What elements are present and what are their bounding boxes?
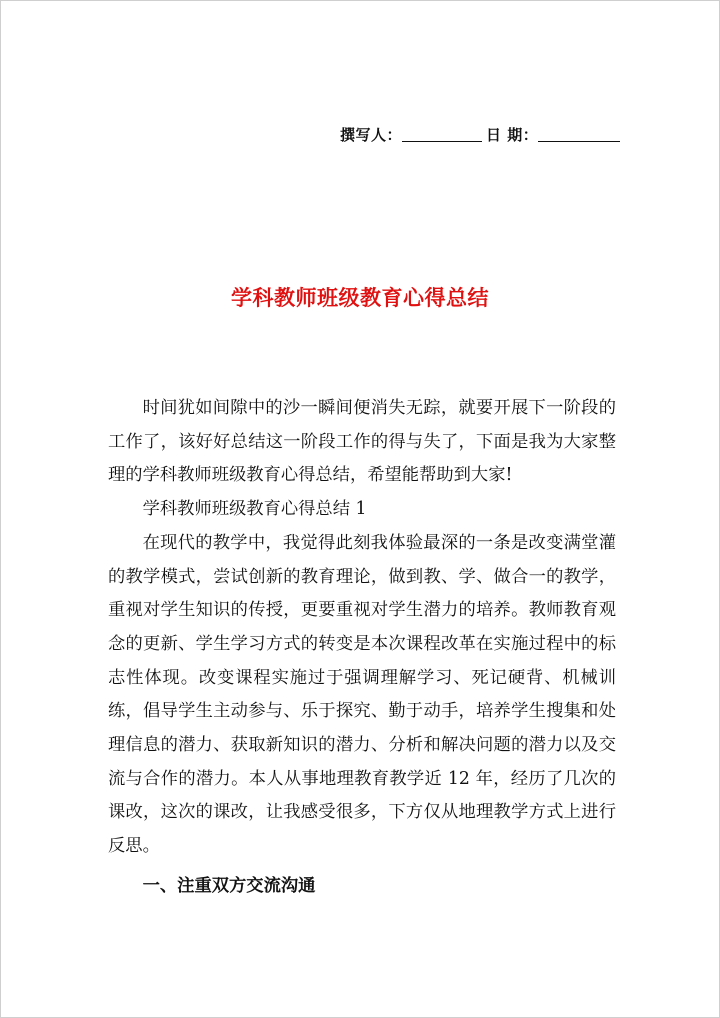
date-label: 日 期： [486,126,539,144]
intro-paragraph: 时间犹如间隙中的沙一瞬间便消失无踪，就要开展下一阶段的工作了，该好好总结这一阶段工作的得与失了，下面是我为大家整理的学科教师班级教育心得总结，希望能帮助到大家! [108,398,616,486]
author-blank [402,127,482,142]
author-date-line [340,124,615,145]
document-title: 学科教师班级教育心得总结 [231,285,489,310]
section-heading: 一、注重双方交流沟通 [142,875,316,896]
document-body [108,392,616,904]
body-paragraph: 在现代的教学中，我觉得此刻我体验最深的一条是改变满堂灌的教学模式，尝试创新的教育理论，做到教、学、做合一的教学，重视对学生知识的传授，更要重视对学生潜力的培养。教师教育观念的更新、学生学习方式的转变是本次课程改革在实施过程中的标志性体现。改变课程实施过于强调理解学习、死记硬背、机械训练，倡导学生主动参与、乐于探究、勤于动手，培养学生搜集和处理信息的潜力、获取新知识的潜力、分析和解决问题的潜力以及交流与合作的潜力。本人从事地理教育教学近 12 年，经历了几次的课改，这次的课改，让我感受很多，下方仅从地理教学方式上进行反思。 [108,532,616,857]
date-blank [538,127,620,142]
subheading: 学科教师班级教育心得总结 1 [142,499,367,520]
author-label: 撰写人： [340,126,403,144]
